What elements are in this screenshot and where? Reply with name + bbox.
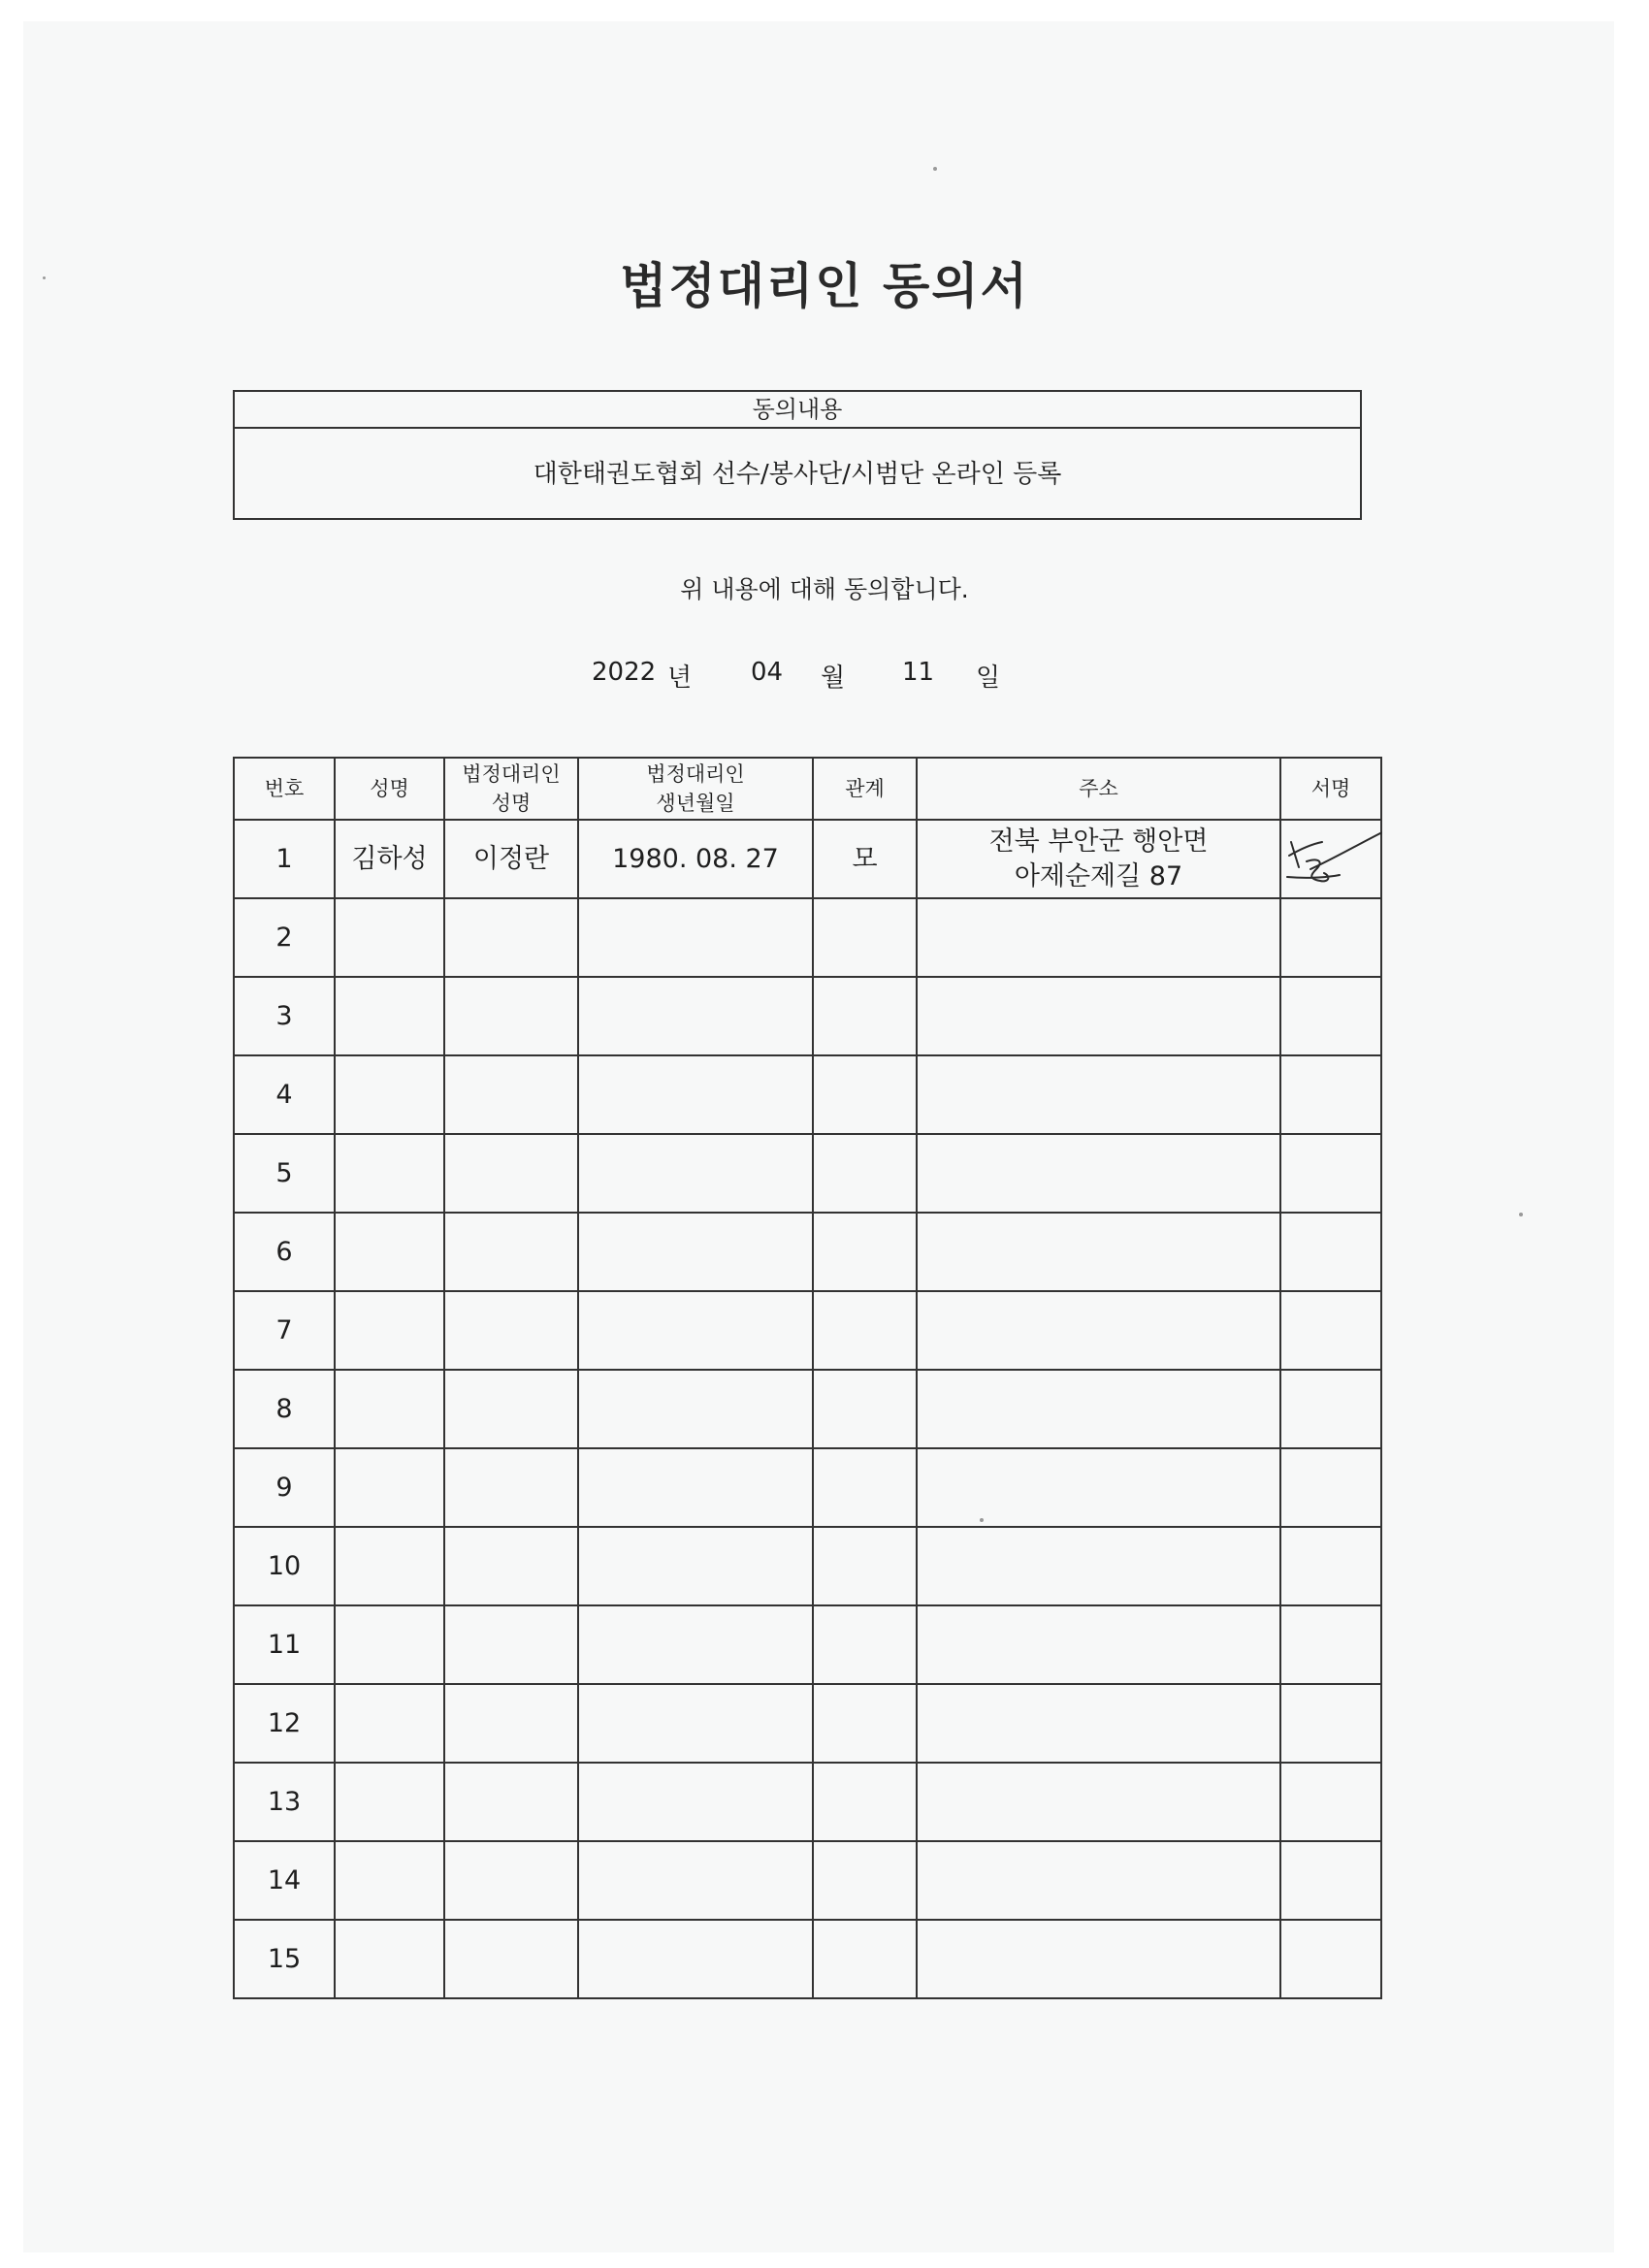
cell-address	[917, 1841, 1280, 1920]
cell-signature	[1280, 1448, 1381, 1527]
cell-no: 6	[234, 1213, 335, 1291]
date-year: 2022	[592, 658, 657, 687]
cell-address	[917, 1605, 1280, 1684]
cell-name	[335, 1920, 444, 1998]
table-row	[234, 820, 1381, 898]
cell-no: 2	[234, 898, 335, 977]
table-row	[234, 1841, 1381, 1920]
header-guardian-name	[444, 758, 578, 820]
cell-address	[917, 1291, 1280, 1370]
cell-address	[917, 820, 1280, 898]
cell-name: 김하성	[335, 820, 444, 898]
header-guardian-birth-line2: 생년월일	[656, 792, 735, 815]
cell-address	[917, 1213, 1280, 1291]
table-row	[234, 1448, 1381, 1527]
header-guardian-name-line1: 법정대리인	[462, 762, 561, 786]
table-row	[234, 898, 1381, 977]
date-day-unit: 일	[976, 664, 1001, 693]
cell-signature	[1280, 1055, 1381, 1134]
cell-no: 12	[234, 1684, 335, 1763]
cell-birth	[578, 1605, 813, 1684]
table-row	[234, 1213, 1381, 1291]
cell-relation	[813, 1448, 917, 1527]
cell-name	[335, 1448, 444, 1527]
cell-address	[917, 1448, 1280, 1527]
cell-guardian	[444, 1213, 578, 1291]
cell-guardian	[444, 1605, 578, 1684]
cell-relation	[813, 1291, 917, 1370]
cell-no: 10	[234, 1527, 335, 1605]
cell-no: 8	[234, 1370, 335, 1448]
cell-address	[917, 1763, 1280, 1841]
header-guardian-birth	[578, 758, 813, 820]
consent-header: 동의내용	[235, 392, 1360, 429]
scan-speck	[980, 1518, 984, 1522]
header-name: 성명	[335, 758, 444, 820]
cell-birth	[578, 1055, 813, 1134]
date-month: 04	[751, 658, 784, 687]
table-row	[234, 1684, 1381, 1763]
cell-address	[917, 898, 1280, 977]
cell-birth: 1980. 08. 27	[578, 820, 813, 898]
cell-relation	[813, 1841, 917, 1920]
cell-birth	[578, 1920, 813, 1998]
date-year-unit: 년	[667, 664, 693, 693]
cell-name	[335, 1370, 444, 1448]
cell-name	[335, 1841, 444, 1920]
cell-no: 13	[234, 1763, 335, 1841]
cell-signature	[1280, 1527, 1381, 1605]
cell-signature	[1280, 1920, 1381, 1998]
cell-signature	[1280, 1134, 1381, 1213]
cell-birth	[578, 1134, 813, 1213]
cell-relation	[813, 1370, 917, 1448]
cell-name	[335, 1055, 444, 1134]
cell-no: 4	[234, 1055, 335, 1134]
cell-birth	[578, 977, 813, 1055]
cell-signature	[1280, 1291, 1381, 1370]
cell-name	[335, 977, 444, 1055]
table-header-row	[234, 758, 1381, 820]
handwritten-signature	[1281, 823, 1382, 896]
cell-name	[335, 1134, 444, 1213]
cell-birth	[578, 1213, 813, 1291]
cell-signature	[1280, 977, 1381, 1055]
table-row	[234, 1920, 1381, 1998]
consent-content: 대한태권도협회 선수/봉사단/시범단 온라인 등록	[533, 460, 1062, 489]
cell-no: 7	[234, 1291, 335, 1370]
cell-relation	[813, 1055, 917, 1134]
cell-relation	[813, 1920, 917, 1998]
date-day: 11	[902, 658, 935, 687]
address-line2: 아제순제길 87	[1014, 860, 1183, 891]
header-relation: 관계	[813, 758, 917, 820]
cell-guardian	[444, 898, 578, 977]
table-row	[234, 1134, 1381, 1213]
cell-relation	[813, 1213, 917, 1291]
cell-guardian	[444, 1448, 578, 1527]
cell-address	[917, 1920, 1280, 1998]
scan-speck	[43, 276, 46, 279]
date-month-unit: 월	[821, 664, 846, 693]
cell-birth	[578, 1527, 813, 1605]
cell-address	[917, 1684, 1280, 1763]
table-row	[234, 1605, 1381, 1684]
table-row	[234, 1370, 1381, 1448]
cell-guardian: 이정란	[444, 820, 578, 898]
table-row	[234, 1763, 1381, 1841]
cell-no: 15	[234, 1920, 335, 1998]
registration-table	[233, 757, 1382, 1999]
cell-signature	[1280, 1605, 1381, 1684]
cell-no: 11	[234, 1605, 335, 1684]
cell-name	[335, 1763, 444, 1841]
cell-guardian	[444, 1763, 578, 1841]
cell-signature	[1280, 820, 1381, 898]
cell-guardian	[444, 1527, 578, 1605]
cell-relation	[813, 1763, 917, 1841]
cell-birth	[578, 1841, 813, 1920]
cell-relation	[813, 1684, 917, 1763]
cell-relation: 모	[813, 820, 917, 898]
cell-birth	[578, 1370, 813, 1448]
cell-birth	[578, 1684, 813, 1763]
cell-signature	[1280, 1763, 1381, 1841]
cell-no: 5	[234, 1134, 335, 1213]
cell-guardian	[444, 1684, 578, 1763]
cell-name	[335, 1684, 444, 1763]
cell-signature	[1280, 898, 1381, 977]
cell-birth	[578, 1448, 813, 1527]
cell-no: 9	[234, 1448, 335, 1527]
cell-name	[335, 1291, 444, 1370]
header-signature: 서명	[1280, 758, 1381, 820]
cell-name	[335, 1213, 444, 1291]
cell-birth	[578, 1763, 813, 1841]
table-row	[234, 1291, 1381, 1370]
cell-guardian	[444, 1055, 578, 1134]
cell-name	[335, 898, 444, 977]
header-number: 번호	[234, 758, 335, 820]
cell-signature	[1280, 1684, 1381, 1763]
cell-guardian	[444, 1291, 578, 1370]
cell-address	[917, 1134, 1280, 1213]
cell-relation	[813, 1134, 917, 1213]
cell-relation	[813, 1605, 917, 1684]
scan-speck	[933, 167, 937, 171]
cell-guardian	[444, 1920, 578, 1998]
agreement-statement: 위 내용에 대해 동의합니다.	[680, 575, 969, 603]
cell-guardian	[444, 977, 578, 1055]
cell-signature	[1280, 1213, 1381, 1291]
cell-guardian	[444, 1841, 578, 1920]
cell-address	[917, 1370, 1280, 1448]
address-line1: 전북 부안군 행안면	[988, 826, 1209, 857]
cell-name	[335, 1605, 444, 1684]
cell-relation	[813, 898, 917, 977]
cell-birth	[578, 1291, 813, 1370]
cell-name	[335, 1527, 444, 1605]
header-address: 주소	[917, 758, 1280, 820]
cell-address	[917, 1055, 1280, 1134]
consent-box	[233, 390, 1362, 520]
scan-speck	[1519, 1213, 1523, 1216]
table-row	[234, 977, 1381, 1055]
cell-guardian	[444, 1370, 578, 1448]
document-title: 법정대리인 동의서	[620, 258, 1029, 314]
cell-relation	[813, 1527, 917, 1605]
table-row	[234, 1055, 1381, 1134]
cell-address	[917, 977, 1280, 1055]
cell-no: 14	[234, 1841, 335, 1920]
header-guardian-birth-line1: 법정대리인	[646, 762, 745, 786]
cell-guardian	[444, 1134, 578, 1213]
cell-relation	[813, 977, 917, 1055]
cell-address	[917, 1527, 1280, 1605]
header-guardian-name-line2: 성명	[491, 792, 532, 815]
cell-birth	[578, 898, 813, 977]
cell-no: 1	[234, 820, 335, 898]
cell-signature	[1280, 1370, 1381, 1448]
table-row	[234, 1527, 1381, 1605]
cell-no: 3	[234, 977, 335, 1055]
cell-signature	[1280, 1841, 1381, 1920]
